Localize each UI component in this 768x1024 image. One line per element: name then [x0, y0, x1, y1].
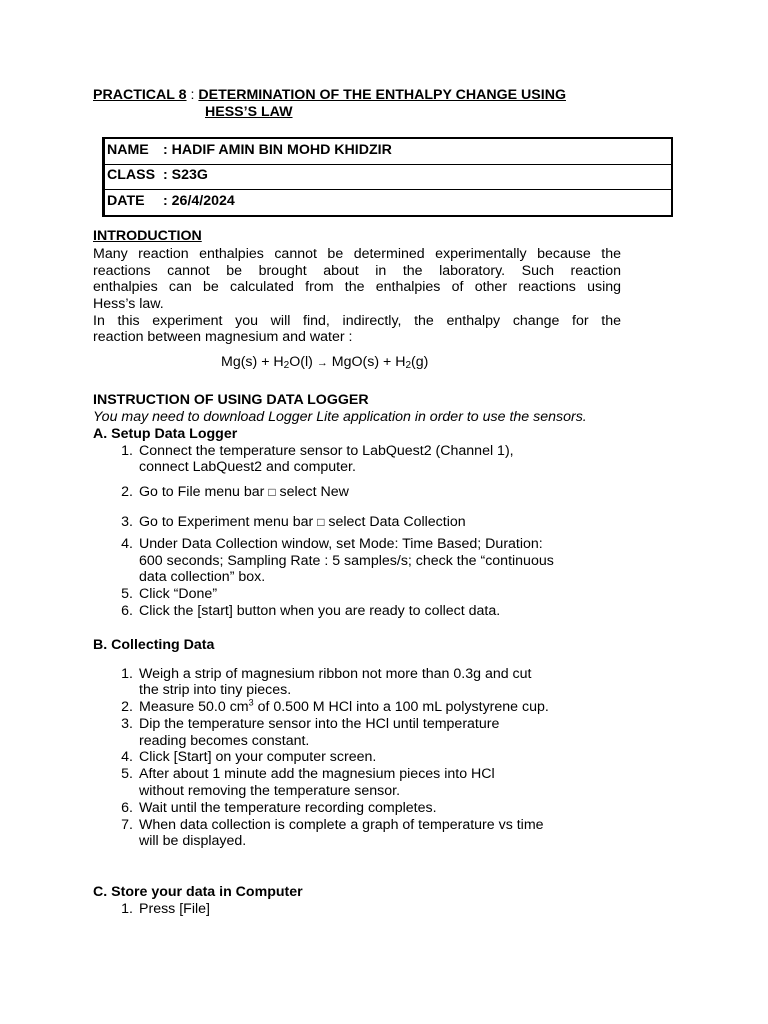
eq-hydrogen: (g) — [411, 354, 429, 370]
class-row — [105, 164, 671, 190]
a-item-4-line-3: data collection” box. — [139, 569, 266, 585]
section-b-heading: B. Collecting Data — [93, 637, 215, 653]
b-item-2 — [139, 699, 549, 716]
eq-product: MgO(s) + H — [331, 354, 406, 370]
intro-paragraph-2-line-2: reaction between magnesium and water : — [93, 329, 353, 345]
date-value: : 26/4/2024 — [163, 193, 235, 209]
a-item-3-text-end: select Data Collection — [324, 514, 466, 530]
b-item-4-number: 4. — [121, 749, 133, 765]
intro-paragraph-2-line-1: In this experiment you will find, indirectly, the enthalpy change for the — [93, 313, 621, 329]
a-item-1-line-1: Connect the temperature sensor to LabQuest2 (Channel 1), — [139, 443, 514, 459]
b-item-2-text: Measure 50.0 cm — [139, 699, 249, 715]
b-item-5-number: 5. — [121, 766, 133, 782]
a-item-5-number: 5. — [121, 586, 133, 602]
name-value: : HADIF AMIN BIN MOHD KHIDZIR — [163, 142, 392, 158]
b-item-6: Wait until the temperature recording completes. — [139, 800, 437, 816]
eq-subscript-1: 2 — [283, 360, 290, 371]
a-item-3 — [139, 514, 466, 531]
eq-reactant: Mg(s) + H — [221, 354, 284, 370]
a-item-1-line-2: connect LabQuest2 and computer. — [139, 459, 356, 475]
a-item-4-number: 4. — [121, 536, 133, 552]
a-item-2-number: 2. — [121, 484, 133, 500]
c-item-1-number: 1. — [121, 901, 133, 917]
b-item-1-line-2: the strip into tiny pieces. — [139, 682, 292, 698]
instruction-note: You may need to download Logger Lite application in order to use the sensors. — [93, 409, 587, 425]
b-item-1-line-1: Weigh a strip of magnesium ribbon not more than 0.3g and cut — [139, 666, 532, 682]
introduction-heading: INTRODUCTION — [93, 228, 202, 244]
b-item-1-number: 1. — [121, 666, 133, 682]
c-item-1: Press [File] — [139, 901, 210, 917]
b-item-3-line-1: Dip the temperature sensor into the HCl until temperature — [139, 716, 500, 732]
class-label: CLASS — [107, 167, 156, 183]
date-row — [105, 190, 671, 215]
b-item-7-number: 7. — [121, 817, 133, 833]
practical-number: PRACTICAL 8 — [93, 87, 187, 103]
b-item-4: Click [Start] on your computer screen. — [139, 749, 377, 765]
practical-title-line2: HESS’S LAW — [205, 104, 293, 120]
a-item-4-line-2: 600 seconds; Sampling Rate : 5 samples/s; check the “continuous — [139, 553, 554, 569]
section-c-heading: C. Store your data in Computer — [93, 884, 303, 900]
name-label: NAME — [107, 142, 149, 158]
a-item-2-text: Go to File menu bar — [139, 484, 269, 500]
b-item-5-line-2: without removing the temperature sensor. — [139, 783, 401, 799]
student-info-box — [102, 137, 673, 217]
b-item-7-line-2: will be displayed. — [139, 833, 247, 849]
b-item-7-line-1: When data collection is complete a graph of temperature vs time — [139, 817, 544, 833]
b-item-5-line-1: After about 1 minute add the magnesium pieces into HCl — [139, 766, 495, 782]
a-item-5: Click “Done” — [139, 586, 218, 602]
eq-water: O(l) — [289, 354, 313, 370]
a-item-1-number: 1. — [121, 443, 133, 459]
instruction-heading: INSTRUCTION OF USING DATA LOGGER — [93, 392, 369, 408]
eq-arrow: → — [316, 357, 328, 369]
b-item-3-number: 3. — [121, 716, 133, 732]
box-icon: □ — [317, 515, 325, 529]
date-label: DATE — [107, 193, 145, 209]
intro-paragraph-1-line-3: enthalpies can be calculated from the enthalpies of other reactions using — [93, 279, 621, 295]
b-item-6-number: 6. — [121, 800, 133, 816]
a-item-2 — [139, 484, 349, 501]
b-item-2-text-end: of 0.500 M HCl into a 100 mL polystyrene cup. — [253, 699, 549, 715]
eq-subscript-2: 2 — [405, 360, 412, 371]
intro-paragraph-1-line-1: Many reaction enthalpies cannot be determined experimentally because the — [93, 246, 621, 262]
a-item-6: Click the [start] button when you are ready to collect data. — [139, 603, 501, 619]
b-item-3-line-2: reading becomes constant. — [139, 733, 310, 749]
a-item-3-text: Go to Experiment menu bar — [139, 514, 318, 530]
section-a-heading: A. Setup Data Logger — [93, 426, 238, 442]
b-item-2-superscript: 3 — [248, 697, 254, 708]
intro-paragraph-1-line-2: reactions cannot be brought about in the laboratory. Such reaction — [93, 263, 621, 279]
practical-title-text: DETERMINATION OF THE ENTHALPY CHANGE USING — [198, 87, 566, 103]
intro-paragraph-1-line-4: Hess’s law. — [93, 296, 164, 312]
a-item-3-number: 3. — [121, 514, 133, 530]
box-icon: □ — [268, 485, 276, 499]
a-item-4-line-1: Under Data Collection window, set Mode: Time Based; Duration: — [139, 536, 543, 552]
b-item-2-number: 2. — [121, 699, 133, 715]
reaction-equation — [221, 354, 428, 372]
a-item-6-number: 6. — [121, 603, 133, 619]
practical-title-line1 — [93, 87, 566, 104]
a-item-2-text-end: select New — [275, 484, 349, 500]
class-value: : S23G — [163, 167, 208, 183]
title-colon: : — [190, 87, 195, 103]
name-row — [105, 139, 671, 165]
